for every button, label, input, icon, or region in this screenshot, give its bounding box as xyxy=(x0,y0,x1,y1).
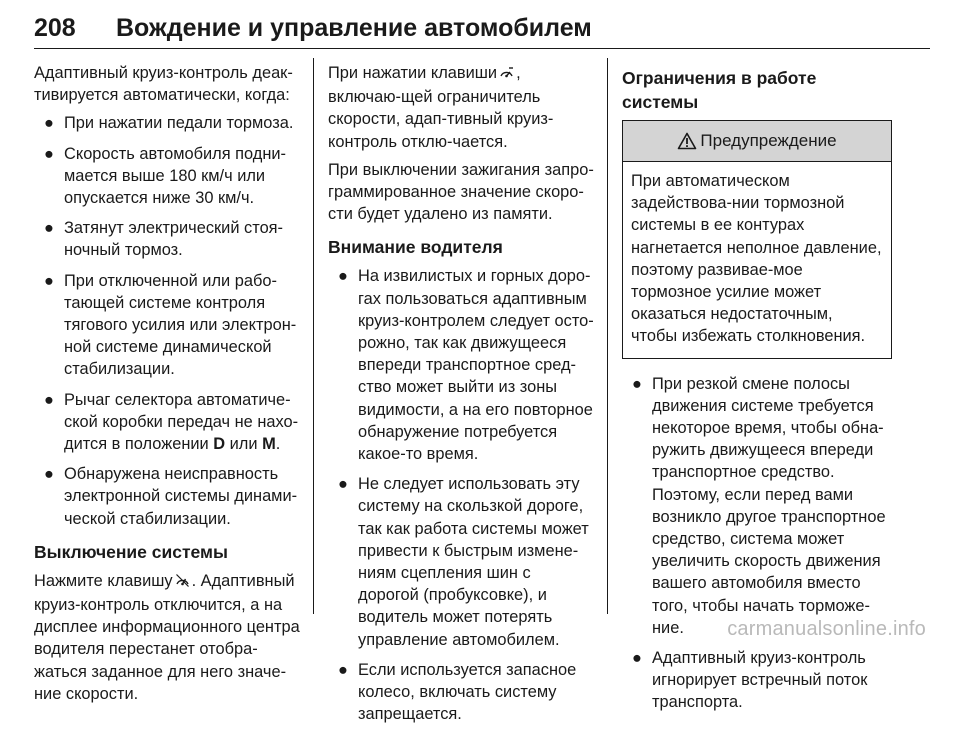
ignition-paragraph: При выключении зажигания запро-граммированное значение скоро-сти будет удалено из памяти. xyxy=(328,160,594,224)
list-item: ● На извилистых и горных доро-гах пользоваться адаптивным круиз-контролем следует осто-рожно, так как движущееся впереди транспортное сред-ство может выйти из зоны видимости, а на его повторное обнаружение потребуется какое-то время. xyxy=(338,267,594,464)
warning-header xyxy=(623,121,891,162)
section-heading: Ограничения в работе системы xyxy=(622,68,817,112)
page-title: Вождение и управление автомобилем xyxy=(116,14,592,42)
warning-triangle-icon xyxy=(677,132,697,150)
page-number: 208 xyxy=(34,14,76,42)
list-item: ● Обнаружена неисправность электронной системы динами-ческой стабилизации. xyxy=(44,465,298,528)
column-divider-1 xyxy=(313,58,314,614)
section-heading: Внимание водителя xyxy=(328,237,503,258)
watermark: carmanualsonline.info xyxy=(727,618,926,640)
attention-list xyxy=(328,265,596,725)
warning-text: При автоматическом задействова-нии тормозной системы в ее контурах нагнетается неполное давление, поэтому развивае-мое тормозное усилие может оказаться недостаточным, чтобы избежать столкновения. xyxy=(631,172,882,346)
list-item: ● Адаптивный круиз-контроль игнорирует встречный поток транспорта. xyxy=(632,649,868,712)
column-2 xyxy=(328,62,596,733)
list-item: ● Затянут электрический стоя-ночный тормоз. xyxy=(44,219,284,260)
list-item: ● Рычаг селектора автоматиче-ской коробки передач не нахо-дится в положении D или M. xyxy=(44,390,299,454)
switch-off-paragraph: Нажмите клавишу . Адаптивный круиз-контроль отключится, а на дисплее информационного центра водителя перестанет отобра-жаться заданное для него значе-ние скорости. xyxy=(34,571,300,703)
column-divider-2 xyxy=(607,58,608,614)
page-header xyxy=(0,0,960,58)
column-1 xyxy=(34,62,302,705)
header-rule xyxy=(34,48,930,49)
limitations-list xyxy=(622,373,892,714)
intro-paragraph: Адаптивный круиз-контроль деак-тивируется автоматически, когда: xyxy=(34,64,293,105)
warning-title: Предупреждение xyxy=(700,130,837,150)
list-item: ● Скорость автомобиля подни-мается выше 180 км/ч или опускается ниже 30 км/ч. xyxy=(44,144,287,208)
cruise-control-icon xyxy=(175,572,190,594)
deactivation-list xyxy=(34,112,302,529)
speed-limiter-icon xyxy=(499,64,514,86)
list-item: ● Если используется запасное колесо, включать систему запрещается. xyxy=(338,660,577,724)
section-heading: Выключение системы xyxy=(34,541,228,562)
list-item: ● При резкой смене полосы движения системе требуется некоторое время, чтобы обна-ружить движущееся впереди транспортное средство. Поэтому, если перед вами возникло другое транспортное средство, система может увеличить скорость движения вашего автомобиля вместо того, чтобы начать торможе-ние. xyxy=(632,374,886,637)
warning-box xyxy=(622,120,892,359)
list-item: ● Не следует использовать эту систему на скользкой дороге, так как работа системы может привести к быстрым измене-ниям сцепления шин с дорогой (пробуксовке), и водитель может потерять управление автомобилем. xyxy=(338,475,589,649)
list-item: ● При нажатии педали тормоза. xyxy=(44,114,294,133)
limiter-paragraph: При нажатии клавиши , включаю-щей ограничитель скорости, адап-тивный круиз-контроль отклю-чается. xyxy=(328,64,554,151)
list-item: ● При отключенной или рабо-тающей системе контроля тягового усилия или электрон-ной системе динамической стабилизации. xyxy=(44,271,297,379)
